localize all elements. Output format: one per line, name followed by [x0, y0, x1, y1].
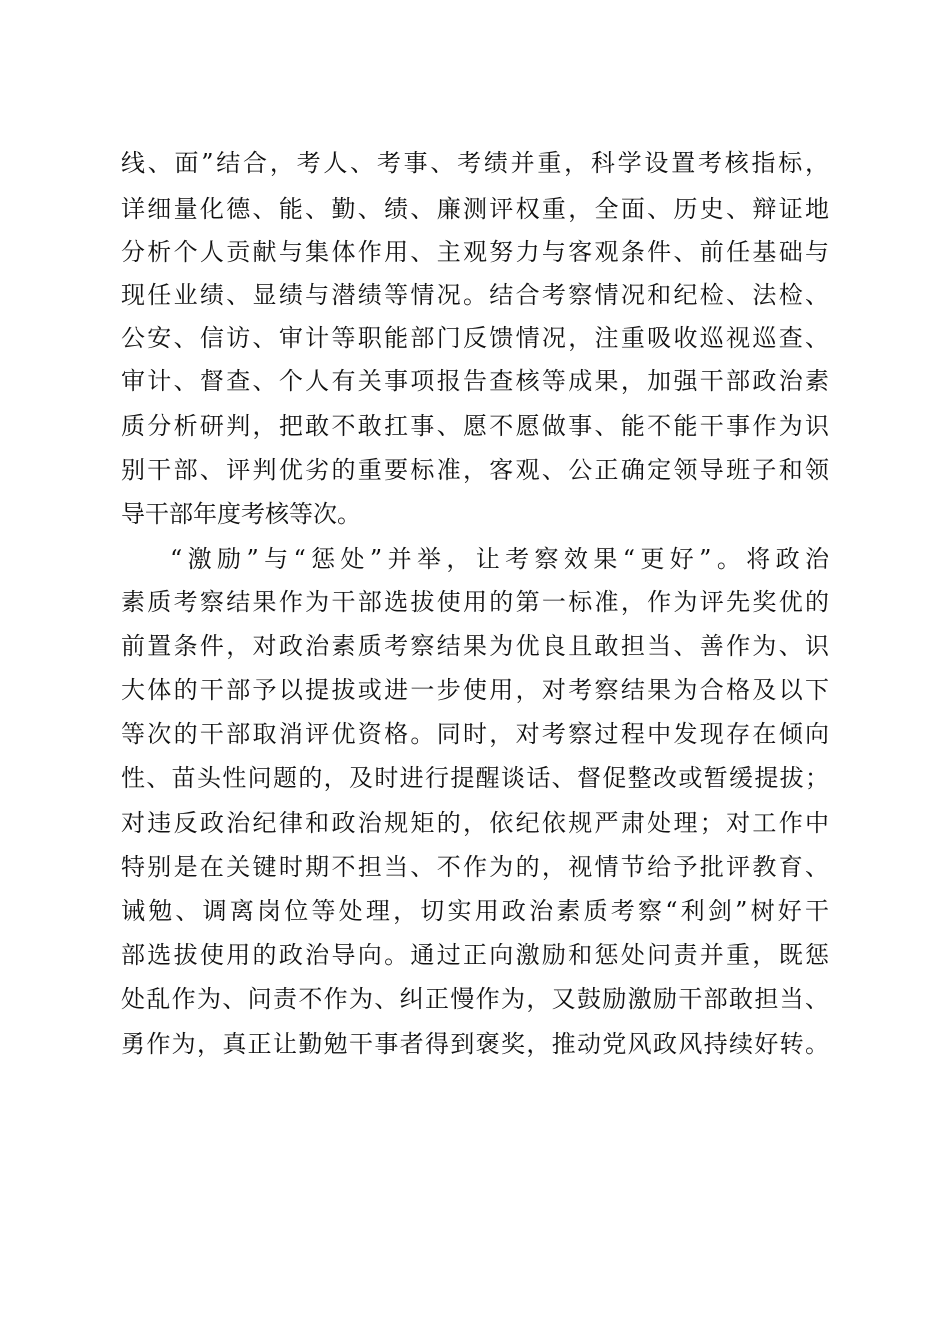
- text-line: 详细量化德、能、勤、绩、廉测评权重，全面、历史、辩证地: [121, 195, 832, 223]
- text-line: 大体的干部予以提拔或进一步使用，对考察结果为合格及以下: [121, 676, 832, 704]
- text-line: 线、面”结合，考人、考事、考绩并重，科学设置考核指标，: [121, 149, 832, 177]
- text-line: 处乱作为、问责不作为、纠正慢作为，又鼓励激励干部敢担当、: [121, 985, 831, 1013]
- text-line: 素质考察结果作为干部选拔使用的第一标准，作为评先奖优的: [121, 588, 832, 616]
- text-line: 勇作为，真正让勤勉干事者得到褒奖，推动党风政风持续好转。: [121, 1030, 831, 1058]
- text-line: 前置条件，对政治素质考察结果为优良且敢担当、善作为、识: [121, 632, 832, 660]
- text-line: 别干部、评判优劣的重要标准，客观、公正确定领导班子和领: [121, 456, 832, 484]
- text-line: 诫勉、调离岗位等处理，切实用政治素质考察“利剑”树好干: [121, 897, 833, 925]
- text-line: 导干部年度考核等次。: [121, 500, 361, 528]
- text-line: 质分析研判，把敢不敢扛事、愿不愿做事、能不能干事作为识: [121, 412, 832, 440]
- text-line: 性、苗头性问题的，及时进行提醒谈话、督促整改或暂缓提拔；: [121, 764, 831, 792]
- text-line: 部选拔使用的政治导向。通过正向激励和惩处问责并重，既惩: [121, 941, 832, 969]
- text-line: “激励”与“惩处”并举，让考察效果“更好”。将政治: [170, 545, 835, 573]
- text-line: 特别是在关键时期不担当、不作为的，视情节给予批评教育、: [121, 853, 832, 881]
- text-line: 等次的干部取消评优资格。同时，对考察过程中发现存在倾向: [121, 720, 832, 748]
- text-line: 对违反政治纪律和政治规矩的，依纪依规严肃处理；对工作中: [121, 809, 832, 837]
- text-line: 分析个人贡献与集体作用、主观努力与客观条件、前任基础与: [121, 238, 832, 266]
- text-line: 现任业绩、显绩与潜绩等情况。结合考察情况和纪检、法检、: [121, 281, 832, 309]
- text-line: 审计、督查、个人有关事项报告查核等成果，加强干部政治素: [121, 367, 832, 395]
- text-line: 公安、信访、审计等职能部门反馈情况，注重吸收巡视巡查、: [121, 324, 832, 352]
